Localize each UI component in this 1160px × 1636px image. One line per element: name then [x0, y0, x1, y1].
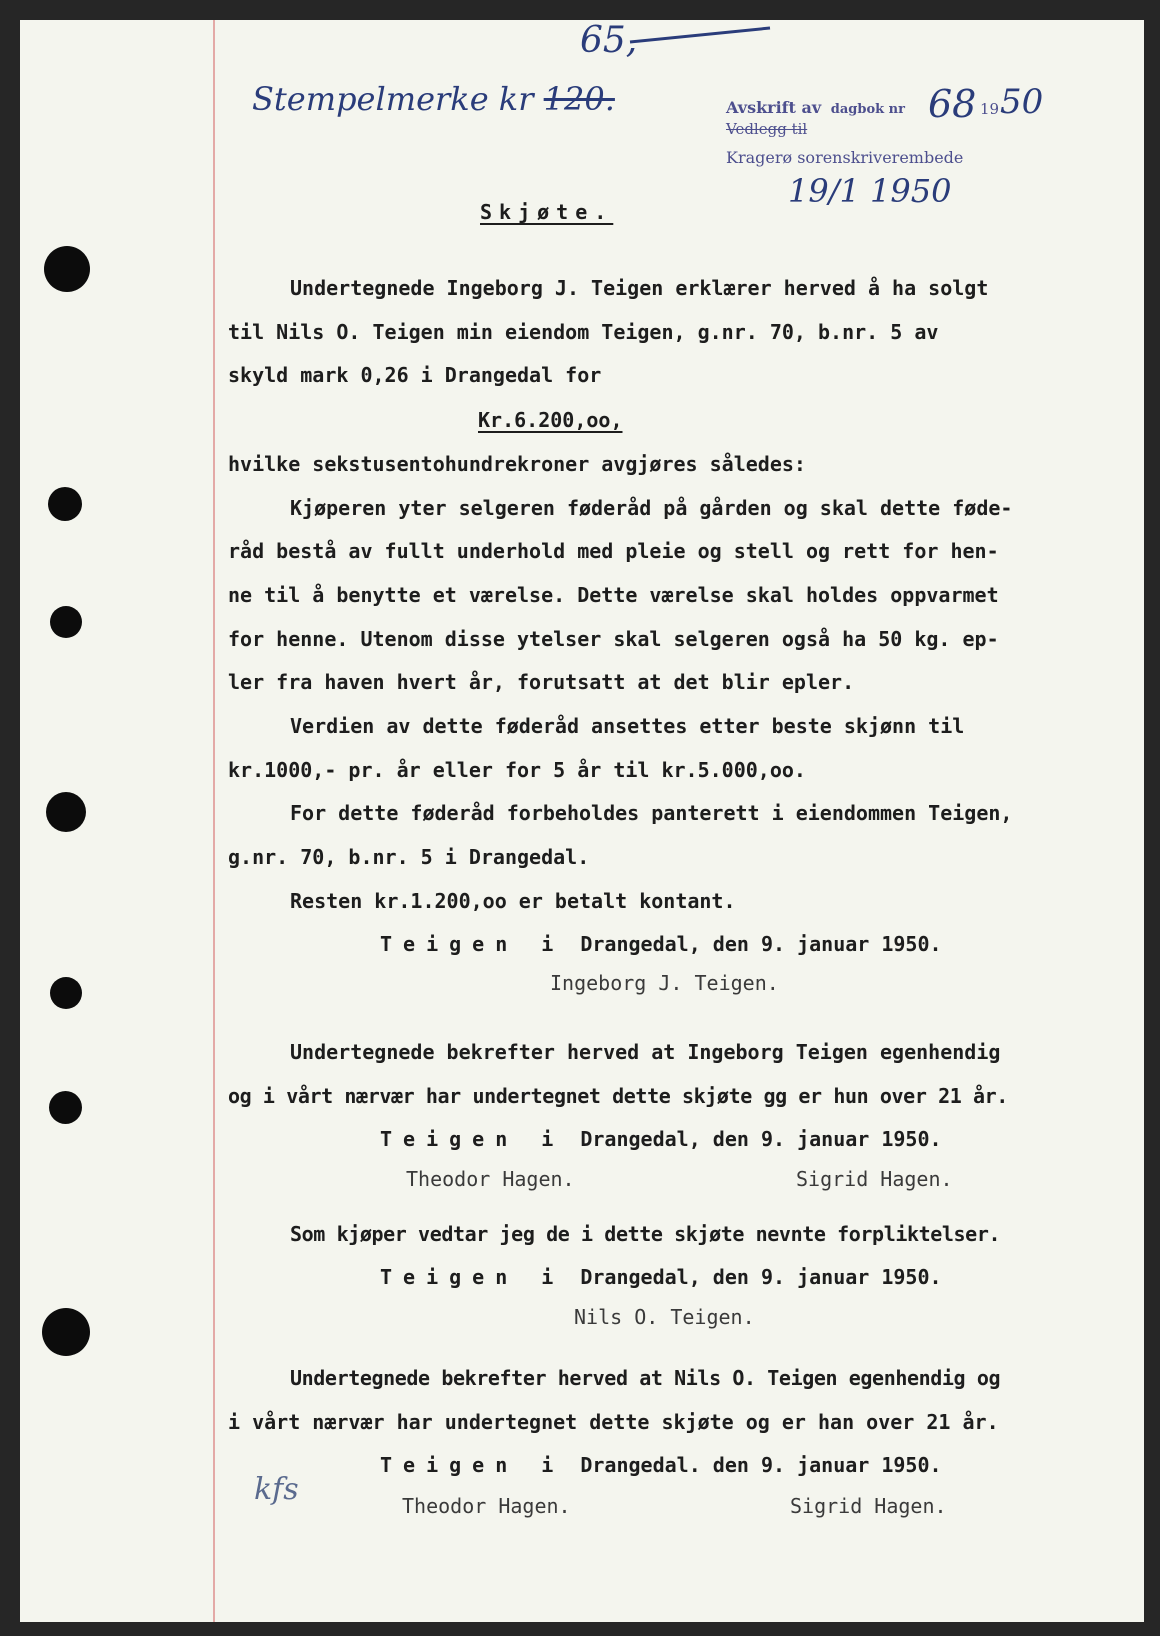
settlement-line: hvilke sekstusentohundrekroner avgjøres således: — [228, 452, 806, 476]
punch-hole — [46, 792, 86, 832]
dateline — [380, 1453, 942, 1477]
handwritten-register-number: 68 — [928, 82, 977, 126]
stamp-text: dagbok nr — [830, 102, 905, 117]
punch-hole — [50, 977, 82, 1009]
intro-line: Undertegnede Ingeborg J. Teigen erklærer herved å ha solgt — [290, 276, 989, 300]
body-line: Kjøperen yter selgeren føderåd på gården og skal dette føde- — [290, 496, 1013, 520]
document-page — [20, 20, 1144, 1622]
punch-hole — [50, 606, 82, 638]
buyer-signature: Nils O. Teigen. — [574, 1305, 755, 1329]
handwritten-date: 19/1 1950 — [788, 172, 952, 210]
dateline — [380, 932, 942, 956]
punch-hole — [49, 1091, 82, 1124]
witness-signature: Sigrid Hagen. — [796, 1167, 953, 1191]
dateline — [380, 1265, 942, 1289]
seller-signature: Ingeborg J. Teigen. — [550, 971, 779, 995]
dateline-place: Teigen i — [380, 932, 565, 956]
body-line: kr.1000,- pr. år eller for 5 år til kr.5.000,oo. — [228, 758, 806, 782]
dateline-place: Teigen i — [380, 1453, 565, 1477]
stamp-year-prefix: 19 — [980, 100, 1000, 118]
witness-statement-line: og i vårt nærvær har undertegnet dette skjøte gg er hun over 21 år. — [228, 1084, 1008, 1108]
dateline-rest: Drangedal, den 9. januar 1950. — [580, 932, 942, 956]
document-title: Skjøte. — [480, 200, 614, 224]
body-line: Resten kr.1.200,oo er betalt kontant. — [290, 889, 736, 913]
witness-signature: Sigrid Hagen. — [790, 1494, 947, 1518]
body-line: ler fra haven hvert år, forutsatt at det blir epler. — [228, 670, 855, 694]
handwritten-fee-note — [252, 80, 615, 118]
fee-note-struck: 120. — [543, 80, 615, 118]
margin-rule — [213, 20, 215, 1622]
witness-signature: Theodor Hagen. — [406, 1167, 575, 1191]
handwritten-register-year: 50 — [1000, 82, 1044, 122]
handwritten-initials: kfs — [254, 1472, 299, 1507]
intro-line: til Nils O. Teigen min eiendom Teigen, g.nr. 70, b.nr. 5 av — [228, 320, 939, 344]
dateline-rest: Drangedal, den 9. januar 1950. — [580, 1265, 942, 1289]
dateline — [380, 1127, 942, 1151]
dateline-place: Teigen i — [380, 1127, 565, 1151]
stamp-line-1 — [726, 98, 905, 117]
fee-note-prefix: Stempelmerke kr — [252, 80, 534, 118]
stamp-text: Avskrift av — [726, 98, 822, 117]
punch-hole — [44, 246, 90, 292]
dateline-rest: Drangedal. den 9. januar 1950. — [580, 1453, 942, 1477]
witness-signature: Theodor Hagen. — [402, 1494, 571, 1518]
witness-statement-line: Undertegnede bekrefter herved at Ingeborg Teigen egenhendig — [290, 1040, 1001, 1064]
witness-statement-line: Undertegnede bekrefter herved at Nils O. Teigen egenhendig og — [290, 1366, 1001, 1390]
witness-statement-line: i vårt nærvær har undertegnet dette skjøte og er han over 21 år. — [228, 1410, 999, 1434]
buyer-statement: Som kjøper vedtar jeg de i dette skjøte nevnte forpliktelser. — [290, 1222, 1001, 1246]
body-line: råd bestå av fullt underhold med pleie og stell og rett for hen- — [228, 539, 999, 563]
punch-hole — [48, 487, 82, 521]
handwritten-dash — [620, 20, 780, 50]
dateline-rest: Drangedal, den 9. januar 1950. — [580, 1127, 942, 1151]
body-line: g.nr. 70, b.nr. 5 i Drangedal. — [228, 845, 590, 869]
punch-hole — [42, 1308, 90, 1356]
stamp-line-3: Kragerø sorenskriverembede — [726, 148, 964, 167]
intro-line: skyld mark 0,26 i Drangedal for — [228, 363, 602, 387]
sale-amount: Kr.6.200,oo, — [478, 408, 623, 432]
body-line: for henne. Utenom disse ytelser skal selgeren også ha 50 kg. ep- — [228, 627, 999, 651]
body-line: Verdien av dette føderåd ansettes etter beste skjønn til — [290, 714, 965, 738]
dateline-place: Teigen i — [380, 1265, 565, 1289]
handwritten-top-number: 65, — [580, 20, 638, 61]
body-line: For dette føderåd forbeholdes panterett i eiendommen Teigen, — [290, 801, 1013, 825]
stamp-line-2: Vedlegg til — [726, 120, 808, 138]
body-line: ne til å benytte et værelse. Dette værelse skal holdes oppvarmet — [228, 583, 999, 607]
